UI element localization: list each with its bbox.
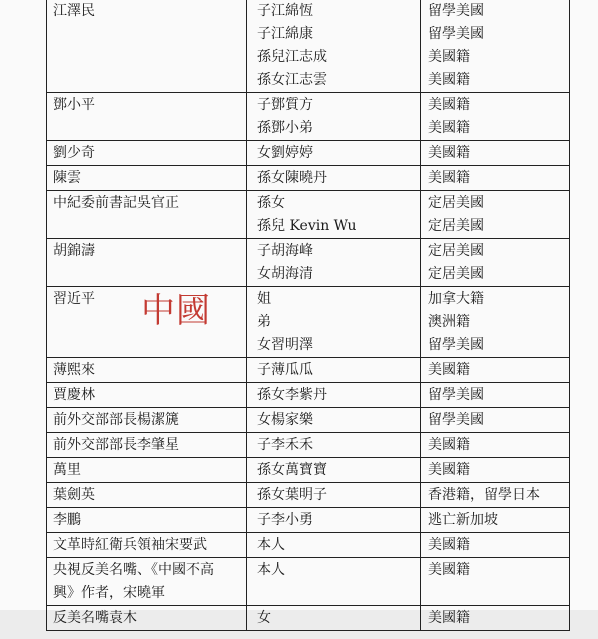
status-text: 美國籍 — [428, 537, 470, 553]
relative-name: 本人 — [257, 537, 285, 553]
status-text: 美國籍 — [428, 49, 470, 65]
official-name: 陳雲 — [53, 170, 81, 186]
relative-cell — [247, 239, 421, 287]
relative-cell — [247, 483, 421, 508]
table-row — [47, 408, 570, 433]
relative-name: 姐 — [257, 291, 271, 307]
status-text: 留學美國 — [428, 3, 484, 19]
official-name: 央視反美名嘴、《中國不高 — [53, 562, 214, 578]
relative-name: 孫女陳曉丹 — [257, 170, 327, 186]
official-name: 李鵬 — [53, 512, 81, 528]
status-text: 美國籍 — [428, 145, 470, 161]
status-cell — [421, 358, 570, 383]
status-text: 美國籍 — [428, 97, 470, 113]
status-cell — [421, 166, 570, 191]
relative-name: 孫鄧小弟 — [257, 120, 313, 136]
table-row — [47, 383, 570, 408]
official-name-cell — [47, 141, 247, 166]
official-name-cell — [47, 408, 247, 433]
relative-cell — [247, 141, 421, 166]
relative-cell — [247, 558, 421, 606]
status-cell — [421, 508, 570, 533]
relative-cell — [247, 433, 421, 458]
official-name: 習近平 — [53, 291, 95, 307]
official-name-cell — [47, 0, 247, 93]
official-name: 薄熙來 — [53, 362, 95, 378]
official-name: 胡錦濤 — [53, 243, 95, 259]
status-cell — [421, 558, 570, 606]
status-cell — [421, 239, 570, 287]
official-name-cell — [47, 458, 247, 483]
table-row — [47, 458, 570, 483]
status-cell — [421, 0, 570, 93]
relative-name: 孫女萬寶寶 — [257, 462, 327, 478]
official-name-cell — [47, 433, 247, 458]
relative-name: 孫女江志雲 — [257, 72, 327, 88]
relative-cell — [247, 606, 421, 631]
relative-name: 子胡海峰 — [257, 243, 313, 259]
relative-name: 孫兒 Kevin Wu — [257, 218, 357, 234]
status-cell — [421, 191, 570, 239]
status-cell — [421, 93, 570, 141]
relative-cell — [247, 191, 421, 239]
status-text: 美國籍 — [428, 610, 470, 626]
relative-cell — [247, 383, 421, 408]
relative-name: 女劉婷婷 — [257, 145, 313, 161]
status-text: 美國籍 — [428, 362, 470, 378]
status-text: 加拿大籍 — [428, 291, 484, 307]
status-text: 美國籍 — [428, 72, 470, 88]
status-cell — [421, 433, 570, 458]
official-name-cell — [47, 358, 247, 383]
official-name: 中紀委前書記吳官正 — [53, 195, 179, 211]
relative-name: 孫女李紫丹 — [257, 387, 327, 403]
status-cell — [421, 383, 570, 408]
official-name: 葉劍英 — [53, 487, 95, 503]
status-text: 留學美國 — [428, 387, 484, 403]
status-text: 定居美國 — [428, 266, 484, 282]
table-row — [47, 287, 570, 358]
relative-cell — [247, 93, 421, 141]
official-name-cell — [47, 383, 247, 408]
official-name: 興》作者，宋曉軍 — [53, 585, 165, 601]
table-row — [47, 93, 570, 141]
table-row — [47, 0, 570, 93]
relative-name: 女胡海清 — [257, 266, 313, 282]
status-text: 留學美國 — [428, 337, 484, 353]
official-name-cell — [47, 606, 247, 631]
table-row — [47, 358, 570, 383]
status-text: 留學美國 — [428, 412, 484, 428]
relative-name: 子李小勇 — [257, 512, 313, 528]
status-text: 定居美國 — [428, 195, 484, 211]
table-row — [47, 606, 570, 631]
official-name: 前外交部部長楊潔篪 — [53, 412, 179, 428]
official-name-cell — [47, 533, 247, 558]
relative-cell — [247, 0, 421, 93]
relative-cell — [247, 508, 421, 533]
official-name-cell — [47, 93, 247, 141]
relative-cell — [247, 287, 421, 358]
status-text: 美國籍 — [428, 462, 470, 478]
status-text: 定居美國 — [428, 243, 484, 259]
official-name: 江澤民 — [53, 3, 95, 19]
status-cell — [421, 606, 570, 631]
official-name: 文革時紅衛兵領袖宋要武 — [53, 537, 207, 553]
table-row — [47, 239, 570, 287]
official-name-cell — [47, 239, 247, 287]
relative-cell — [247, 533, 421, 558]
table-row — [47, 191, 570, 239]
table-row — [47, 433, 570, 458]
red-stamp-text: 中國 — [141, 291, 211, 331]
status-cell — [421, 141, 570, 166]
official-name-cell — [47, 483, 247, 508]
table-row — [47, 141, 570, 166]
status-text: 美國籍 — [428, 170, 470, 186]
official-name-cell — [47, 508, 247, 533]
official-name: 萬里 — [53, 462, 81, 478]
official-name-cell — [47, 191, 247, 239]
relative-name: 子江綿康 — [257, 26, 313, 42]
table-row — [47, 166, 570, 191]
relative-name: 孫兒江志成 — [257, 49, 327, 65]
relative-name: 子鄧質方 — [257, 97, 313, 113]
official-name: 劉少奇 — [53, 145, 95, 161]
relative-name: 女楊家樂 — [257, 412, 313, 428]
relative-cell — [247, 358, 421, 383]
table-row — [47, 533, 570, 558]
status-text: 美國籍 — [428, 437, 470, 453]
official-name-cell — [47, 558, 247, 606]
official-name: 鄧小平 — [53, 97, 95, 113]
table-row — [47, 508, 570, 533]
relative-name: 弟 — [257, 314, 271, 330]
status-cell — [421, 483, 570, 508]
relative-name: 子薄瓜瓜 — [257, 362, 313, 378]
table-row — [47, 558, 570, 606]
relative-cell — [247, 166, 421, 191]
status-text: 美國籍 — [428, 120, 470, 136]
officials-family-table — [46, 0, 570, 631]
status-cell — [421, 408, 570, 433]
relative-cell — [247, 408, 421, 433]
relative-name: 女 — [257, 610, 271, 626]
relative-name: 子李禾禾 — [257, 437, 313, 453]
status-text: 美國籍 — [428, 562, 470, 578]
official-name: 反美名嘴袁木 — [53, 610, 137, 626]
official-name-cell — [47, 166, 247, 191]
official-name: 前外交部部長李肇星 — [53, 437, 179, 453]
official-name: 賈慶林 — [53, 387, 95, 403]
official-name-cell — [47, 287, 247, 358]
relative-name: 子江綿恆 — [257, 3, 313, 19]
status-text: 留學美國 — [428, 26, 484, 42]
relative-name: 女習明澤 — [257, 337, 313, 353]
relative-cell — [247, 458, 421, 483]
status-text: 逃亡新加坡 — [428, 512, 498, 528]
relative-name: 本人 — [257, 562, 285, 578]
status-cell — [421, 458, 570, 483]
status-cell — [421, 533, 570, 558]
status-text: 定居美國 — [428, 218, 484, 234]
relative-name: 孫女葉明子 — [257, 487, 327, 503]
table-row — [47, 483, 570, 508]
relative-name: 孫女 — [257, 195, 285, 211]
status-text: 澳洲籍 — [428, 314, 470, 330]
status-text: 香港籍，留學日本 — [428, 487, 540, 503]
status-cell — [421, 287, 570, 358]
